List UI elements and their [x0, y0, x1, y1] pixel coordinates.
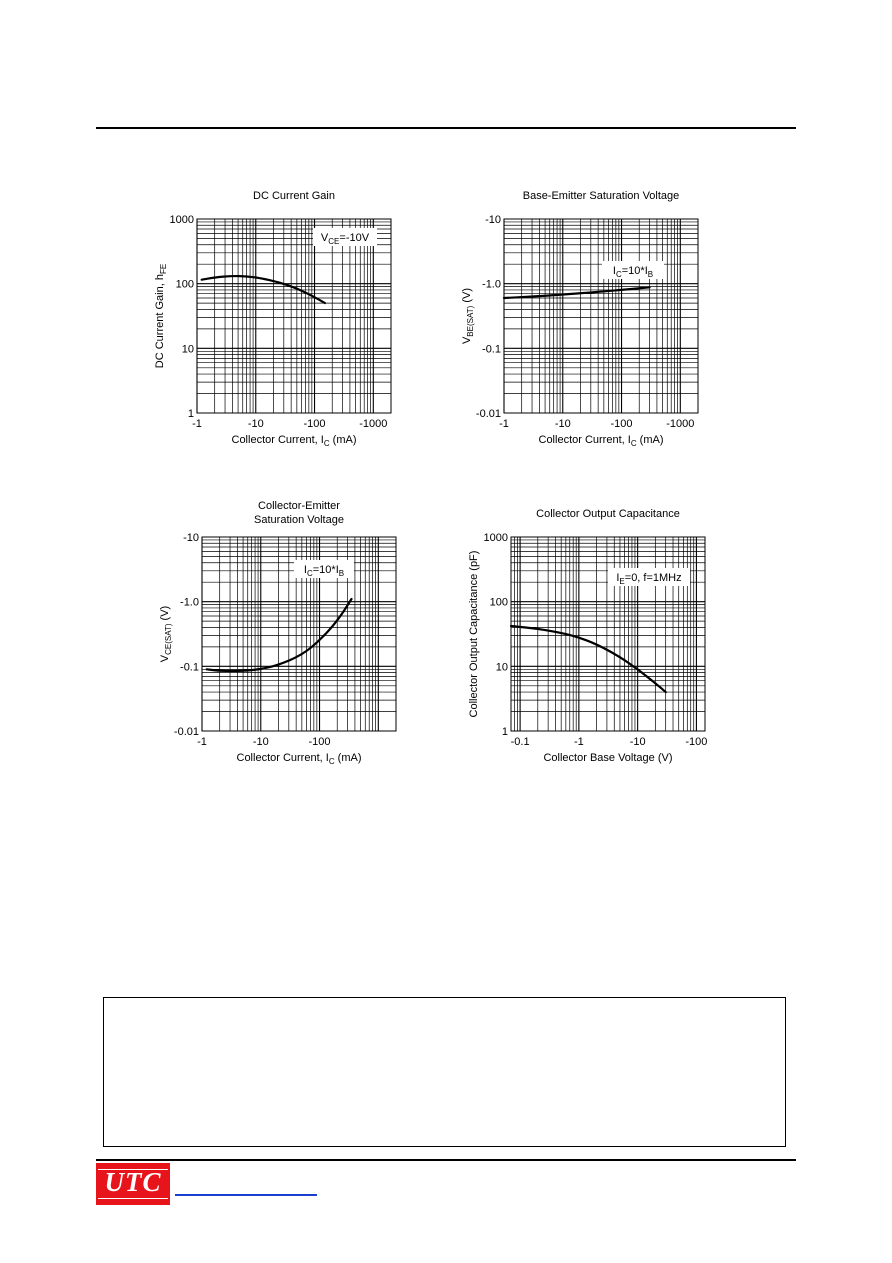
y-tick-label: -1.0 [482, 278, 501, 291]
logo-stripe [98, 1198, 168, 1199]
x-tick-label: -1000 [359, 418, 388, 430]
plot-frame [197, 219, 391, 413]
y-axis-label: DC Current Gain, $h_{FE}$ [154, 263, 168, 369]
chart-title: Collector-Emitter [258, 500, 340, 512]
y-tick-label: 10 [495, 661, 508, 674]
y-tick-label: -10 [485, 214, 501, 226]
x-tick-label: -100 [303, 418, 326, 430]
y-tick-label: -1.0 [180, 596, 199, 609]
y-tick-label: -0.01 [475, 408, 501, 420]
x-tick-label: -1 [192, 418, 202, 430]
x-tick-label: -0.1 [510, 736, 530, 748]
annotation-label: $V_{CE}=-10V$ [320, 232, 370, 246]
chart-title: DC Current Gain [253, 190, 335, 202]
x-tick-label: -100 [308, 736, 331, 748]
x-tick-label: -1 [197, 736, 207, 748]
x-tick-label: -100 [685, 736, 708, 748]
x-axis-label: Collector Base Voltage (V) [543, 752, 673, 764]
x-tick-label: -10 [247, 418, 264, 430]
y-tick-label: 1 [187, 408, 194, 420]
y-tick-label: 1000 [483, 532, 508, 544]
x-tick-label: -1 [573, 736, 584, 748]
y-tick-label: -0.1 [180, 661, 199, 674]
x-axis-label: Collector Current, $I_C$ (mA) [236, 752, 362, 766]
chart-title: Base-Emitter Saturation Voltage [522, 190, 680, 202]
y-tick-label: 100 [175, 278, 194, 291]
base-emitter-saturation-chart [461, 190, 698, 448]
x-tick-label: -10 [554, 418, 571, 430]
footer-rule [96, 1159, 796, 1161]
x-tick-label: -1 [499, 418, 509, 430]
chart-subtitle: Saturation Voltage [254, 514, 344, 526]
y-tick-label: 100 [489, 596, 508, 609]
dc-current-gain-chart [154, 190, 391, 448]
y-axis-label: $V_{CE(SAT)}$ (V) [159, 605, 173, 663]
x-tick-label: -10 [252, 736, 269, 748]
collector-output-capacitance-chart [468, 508, 707, 764]
chart-title: Collector Output Capacitance [536, 508, 680, 520]
plot-frame [504, 219, 698, 413]
x-tick-label: -100 [610, 418, 633, 430]
x-tick-label: -1000 [666, 418, 695, 430]
notice-box [103, 997, 786, 1147]
y-tick-label: -0.01 [173, 726, 199, 738]
plot-frame [511, 537, 705, 731]
collector-emitter-saturation-chart [159, 500, 396, 766]
annotation-label: $I_C=10*I_B$ [303, 564, 345, 578]
x-axis-label: Collector Current, $I_C$ (mA) [231, 434, 357, 448]
y-axis-label: $V_{BE(SAT)}$ (V) [461, 287, 475, 345]
y-tick-label: -10 [183, 532, 199, 544]
x-tick-label: -10 [629, 736, 646, 748]
footer-link[interactable] [175, 1193, 317, 1196]
annotation-label: $I_C=10*I_B$ [612, 265, 654, 279]
annotation-label: $I_E=0$, f=1MHz [616, 572, 682, 586]
y-tick-label: -0.1 [482, 343, 501, 356]
logo-text: UTC [104, 1167, 162, 1197]
y-tick-label: 10 [181, 343, 194, 356]
x-axis-label: Collector Current, $I_C$ (mA) [538, 434, 664, 448]
y-tick-label: 1 [501, 726, 508, 738]
y-tick-label: 1000 [169, 214, 194, 226]
utc-logo [96, 1163, 170, 1205]
y-axis-label: Collector Output Capacitance (pF) [468, 550, 480, 718]
